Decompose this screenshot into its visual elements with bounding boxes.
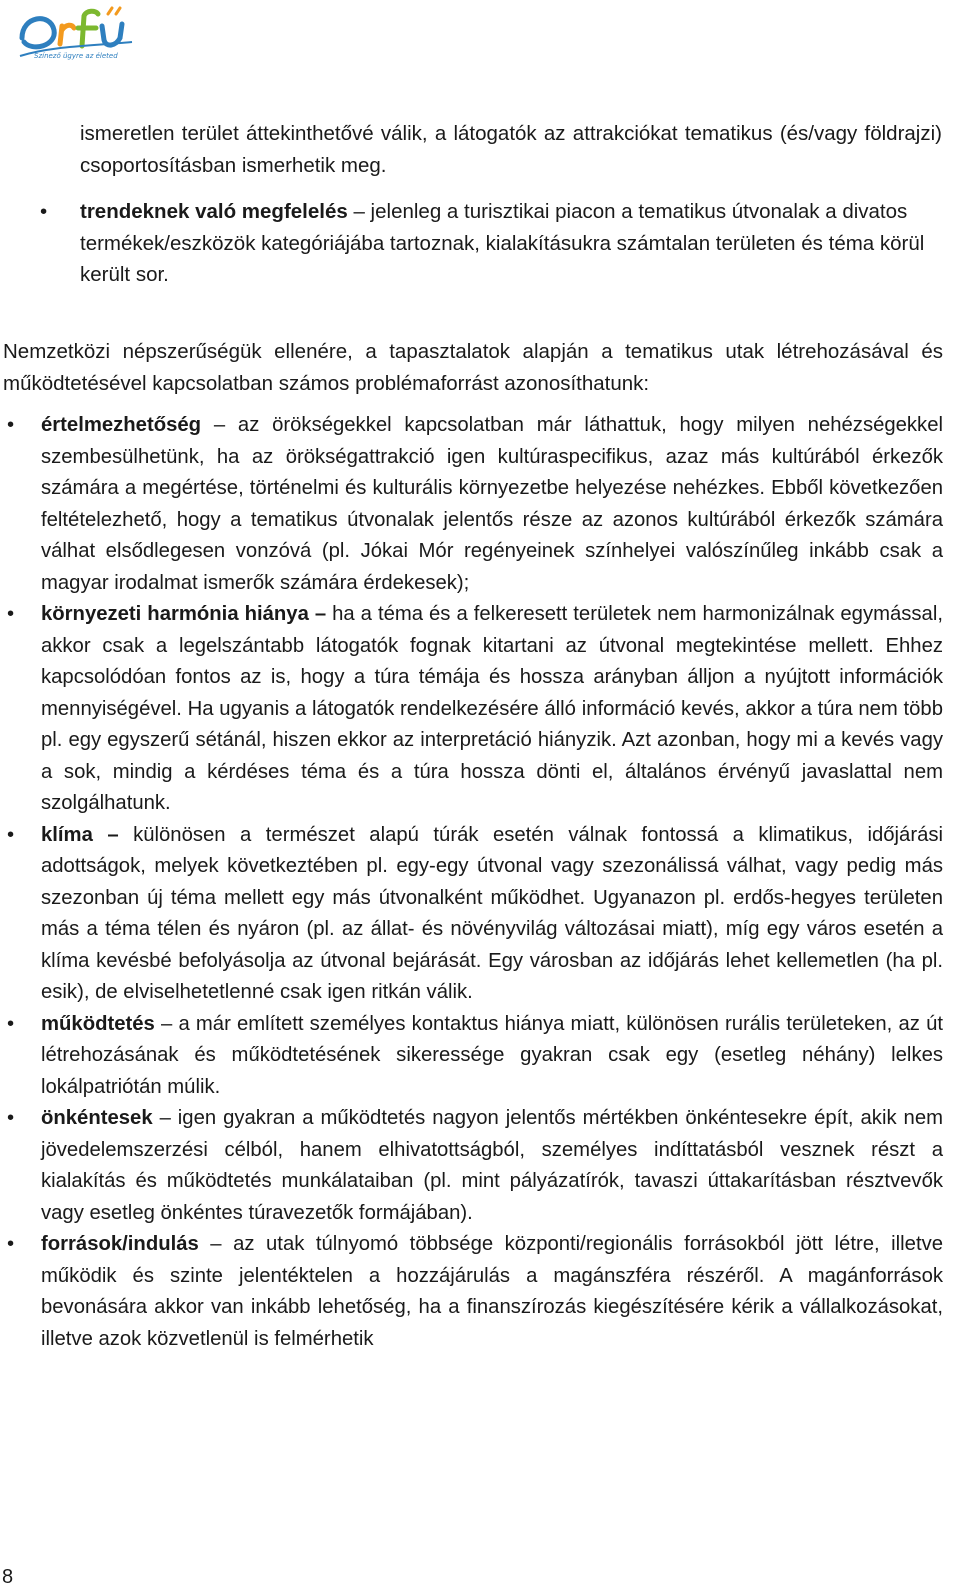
item-text: – a már említett személyes kontaktus hiánya miatt, különösen rurális területeken, az út létrehozásának és működtetésének sikeressége gyakran csak egy (esetleg néhány) lelkes lokálpatriótán múlik. bbox=[41, 1012, 943, 1098]
list-item bbox=[3, 1229, 943, 1355]
problem-list bbox=[3, 410, 943, 1355]
item-text: ha a téma és a felkeresett területek nem harmonizálnak egymással, akkor csak a legelszántabb látogatók fognak kitartani az útvonal megtekintése mellett. Ehhez kapcsolódóan fontos az is, hogy a túra témája és hossza arányban álljon a nyújtott információk mennyiségével. Ha ugyanis a látogatók rendelkezésére álló információ kevés, akkor a túra nem több pl. egy egyszerű sétánál, hiszen ekkor az interpretáció hiányzik. Azt azonban, hogy mi a kevés vagy a sok, mindig a kérdéses téma és a túra hossza dönti el, általános érvényű javaslattal nem szolgálhatunk. bbox=[41, 603, 943, 814]
item-text: különösen a természet alapú túrák esetén válnak fontossá a klimatikus, időjárási adottságok, melyek következtében pl. egy-egy útvonal vagy szezonálissá válhat, vagy pedig más szezonban új téma mellett egy más útvonalként működhet. Ugyanazon pl. erdős-hegyes területen más a téma télen és nyáron (pl. az állat- és növényvilág változásai miatt), míg egy város esetén a klíma kevésbé befolyásolja az útvonal bejárását. Egy városban az időjárás lehet kellemetlen (ha pl. esik), de elviselhetetlenné csak igen ritkán válik. bbox=[41, 823, 943, 1003]
bullet-icon: • bbox=[40, 200, 48, 223]
item-term: önkéntesek bbox=[41, 1107, 153, 1129]
orfu-logo bbox=[12, 2, 138, 68]
bullet-icon: • bbox=[7, 1233, 15, 1255]
item-term: környezeti harmónia hiánya – bbox=[41, 603, 327, 625]
bullet-body: – jelenleg a turisztikai piacon a tematikus útvonalak a divatos termékek/eszközök kategóriájába tartoznak, kialakításukra számtalan területen és téma körül került sor. bbox=[80, 200, 925, 286]
list-item bbox=[3, 820, 943, 1009]
bullet-icon: • bbox=[7, 1107, 15, 1129]
trend-bullet-item bbox=[40, 196, 942, 291]
item-term: értelmezhetőség bbox=[41, 414, 202, 436]
item-text: – az örökségekkel kapcsolatban már láthattuk, hogy milyen nehézségekkel szembesülhetünk, ha az örökségattrakció igen kultúraspecifikus, azaz más kultúrából érkezők számára a megértése, történelmi és kulturális környezetbe helyezése nehézkes. Ebből következően feltételezhető, hogy a tematikus útvonalak jelentős része az azonos kultúrából érkezők számára válhat elsődlegesen vonzóvá (pl. Jókai Mór regényeinek színhelyei valószínűleg inkább csak a magyar irodalmat ismerők számára érdekesek); bbox=[41, 414, 943, 594]
item-text: – az utak túlnyomó többsége központi/regionális forrásokból jött létre, illetve működik és szinte jelentéktelen a hozzájárulás a magánszféra részéről. A magánforrások bevonására akkor van inkább lehetőség, ha a finanszírozás kiegészítésére kérik a vállalkozásokat, illetve azok közvetlenül is felmérhetik bbox=[41, 1233, 943, 1350]
bullet-icon: • bbox=[7, 603, 15, 625]
list-item bbox=[3, 1103, 943, 1229]
bullet-text bbox=[80, 196, 942, 291]
item-term: források/indulás bbox=[41, 1233, 199, 1255]
list-item bbox=[3, 410, 943, 599]
item-text: – igen gyakran a működtetés nagyon jelentős mértékben önkéntesekre épít, akik nem jövedelemszerzési célból, hanem elhivatottságból, személyes indíttatásból vesznek részt a kialakítás és működtetés munkálataiban (pl. mint pályázatírók, tavaszi úttakarításban résztvevők vagy esetleg önkéntes túravezetők formájában). bbox=[41, 1107, 943, 1224]
list-item bbox=[3, 1009, 943, 1104]
intro-paragraph: Nemzetközi népszerűségük ellenére, a tapasztalatok alapján a tematikus utak létrehozásával és működtetésével kapcsolatban számos problémaforrást azonosíthatunk: bbox=[3, 340, 943, 395]
bullet-icon: • bbox=[7, 823, 15, 846]
item-term: klíma – bbox=[41, 823, 119, 846]
bullet-icon: • bbox=[7, 1012, 15, 1035]
bullet-icon: • bbox=[7, 414, 15, 436]
list-item bbox=[3, 599, 943, 820]
continued-paragraph: ismeretlen terület áttekinthetővé válik, a látogatók az attrakciókat tematikus (és/vagy földrajzi) csoportosításban ismerhetik meg. bbox=[80, 122, 942, 177]
page-number: 8 bbox=[2, 1566, 14, 1588]
item-term: működtetés bbox=[41, 1012, 155, 1035]
logo-tagline: Színező ügyre az életed bbox=[34, 52, 118, 60]
bullet-term: trendeknek való megfelelés bbox=[80, 200, 348, 223]
